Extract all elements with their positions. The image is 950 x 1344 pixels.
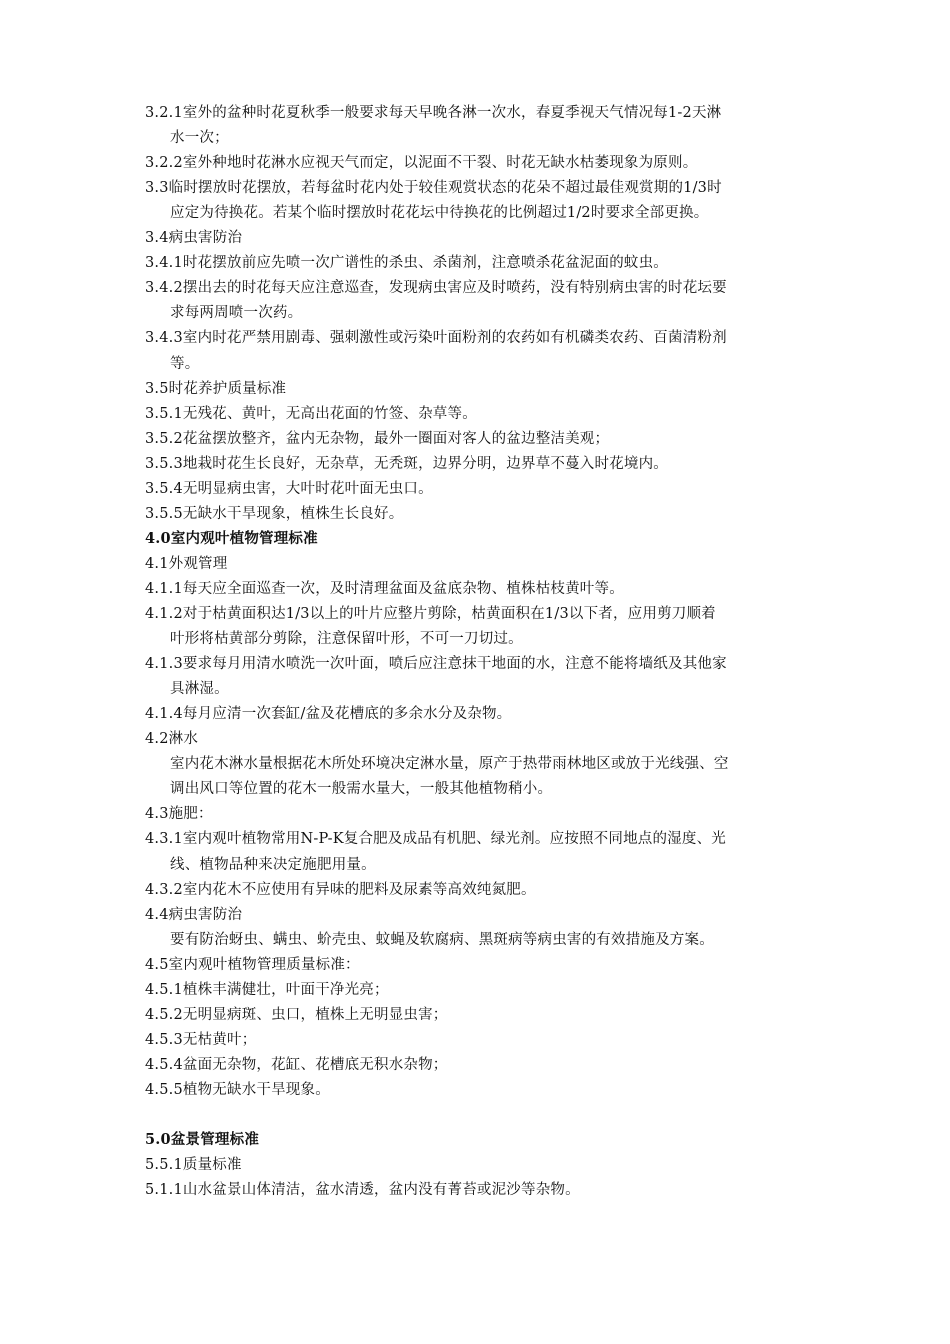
text-line: 3.5.3地栽时花生长良好，无杂草，无秃斑，边界分明，边界草不蔓入时花境内。 [145,456,668,472]
text-line: 等。 [170,356,200,372]
text-line: 4.1.1每天应全面巡查一次，及时清理盆面及盆底杂物、植株枯枝黄叶等。 [145,581,624,597]
text-line: 调出风口等位置的花木一般需水量大，一般其他植物稍小。 [170,781,553,797]
text-line: 4.3.1室内观叶植物常用N-P-K复合肥及成品有机肥、绿光剂。应按照不同地点的湿度、光 [145,831,726,847]
text-line: 4.1.4每月应清一次套缸/盆及花槽底的多余水分及杂物。 [145,706,512,722]
text-line: 3.2.1室外的盆种时花夏秋季一般要求每天早晚各淋一次水，春夏季视天气情况每1-2天淋 [145,105,722,121]
text-line: 3.4.2摆出去的时花每天应注意巡查，发现病虫害应及时喷药，没有特别病虫害的时花坛要 [145,280,727,296]
text-line: 4.5.1植株丰满健壮，叶面干净光亮； [145,982,389,998]
section-heading: 5.0盆景管理标准 [145,1131,260,1148]
text-line: 5.1.1山水盆景山体清洁，盆水清透，盆内没有菁苔或泥沙等杂物。 [145,1182,580,1198]
text-line: 4.4病虫害防治 [145,907,243,923]
text-line: 4.3.2室内花木不应使用有异味的肥料及尿素等高效纯氮肥。 [145,882,536,898]
text-line: 3.4病虫害防治 [145,230,243,246]
text-line: 应定为待换花。若某个临时摆放时花花坛中待换花的比例超过1/2时要求全部更换。 [170,205,709,221]
text-line: 4.3施肥： [145,806,213,822]
text-line: 室内花木淋水量根据花木所处环境决定淋水量，原产于热带雨林地区或放于光线强、空 [170,756,729,772]
text-line: 4.5.5植物无缺水干旱现象。 [145,1082,330,1098]
text-line: 3.5.4无明显病虫害，大叶时花叶面无虫口。 [145,481,433,497]
text-line: 4.2淋水 [145,731,199,747]
text-line: 3.5.5无缺水干旱现象，植株生长良好。 [145,506,404,522]
text-line: 3.4.3室内时花严禁用剧毒、强刺激性或污染叶面粉剂的农药如有机磷类农药、百菌清粉剂 [145,330,727,346]
text-line: 4.5.3无枯黄叶； [145,1032,257,1048]
section-heading: 4.0室内观叶植物管理标准 [145,530,318,547]
text-line: 3.5.1无残花、黄叶，无高出花面的竹签、杂草等。 [145,406,477,422]
text-line: 5.5.1质量标准 [145,1157,242,1173]
text-line: 线、植物品种来决定施肥用量。 [170,857,376,873]
text-line: 3.4.1时花摆放前应先喷一次广谱性的杀虫、杀菌剂，注意喷杀花盆泥面的蚊虫。 [145,255,668,271]
text-line: 4.1.2对于枯黄面积达1/3以上的叶片应整片剪除，枯黄面积在1/3以下者，应用剪刀顺着 [145,606,716,622]
text-line: 叶形将枯黄部分剪除，注意保留叶形，不可一刀切过。 [170,631,523,647]
text-line: 3.5.2花盆摆放整齐，盆内无杂物，最外一圈面对客人的盆边整洁美观； [145,431,610,447]
text-line: 具淋湿。 [170,681,229,697]
text-line: 3.3临时摆放时花摆放，若每盆时花内处于较佳观赏状态的花朵不超过最佳观赏期的1/3时 [145,180,722,196]
text-line: 水一次； [170,130,229,146]
text-line: 4.1.3要求每月用清水喷洗一次叶面，喷后应注意抹干地面的水，注意不能将墙纸及其他家 [145,656,727,672]
text-line: 3.2.2室外种地时花淋水应视天气而定，以泥面不干裂、时花无缺水枯萎现象为原则。 [145,155,698,171]
text-line: 4.1外观管理 [145,556,228,572]
text-line: 4.5室内观叶植物管理质量标准： [145,957,360,973]
text-line: 3.5时花养护质量标准 [145,381,287,397]
text-line: 4.5.2无明显病斑、虫口，植株上无明显虫害； [145,1007,448,1023]
text-line: 要有防治蚜虫、螨虫、蚧壳虫、蚊蝇及软腐病、黑斑病等病虫害的有效措施及方案。 [170,932,714,948]
text-line: 求每两周喷一次药。 [170,305,303,321]
text-line: 4.5.4盆面无杂物，花缸、花槽底无积水杂物； [145,1057,448,1073]
